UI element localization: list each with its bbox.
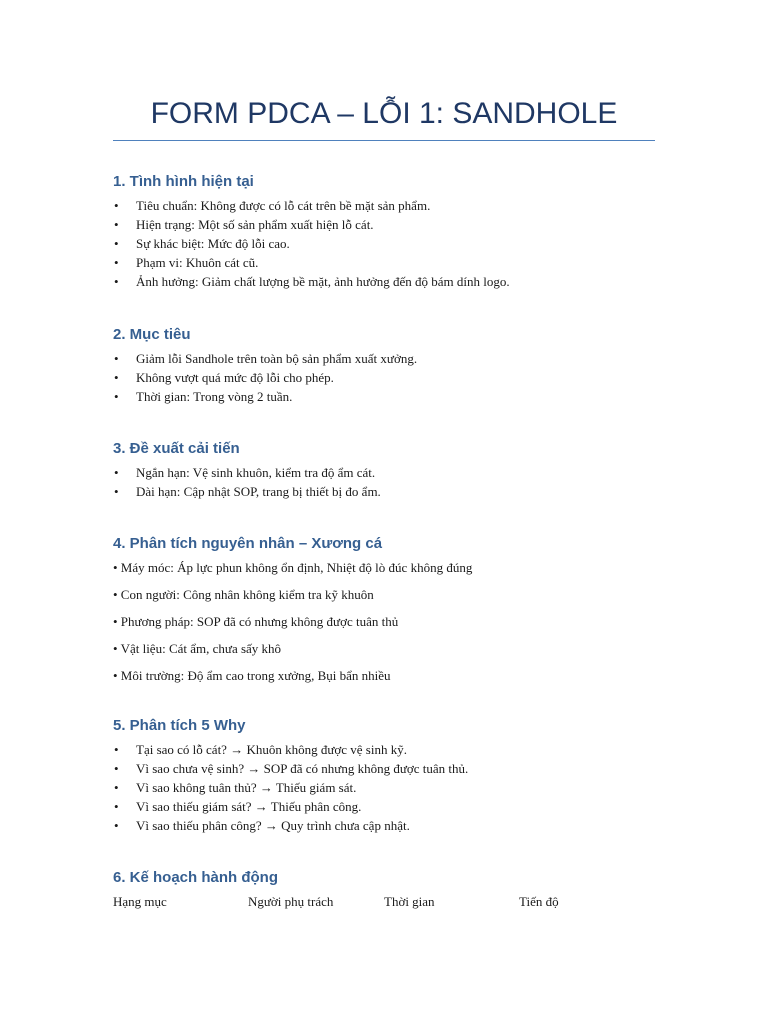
section-action-plan [113,868,673,911]
list-item: • Dài hạn: Cập nhật SOP, trang bị thiết bị đo ẩm. [114,484,381,499]
section-heading: 5. Phân tích 5 Why [113,717,246,734]
section-heading: 2. Mục tiêu [113,326,191,343]
column-header-progress: Tiến độ [519,894,559,909]
cause-item: • Máy móc: Áp lực phun không ổn định, Nhiệt độ lò đúc không đúng [113,560,473,575]
section-heading: 4. Phân tích nguyên nhân – Xương cá [113,535,383,552]
section-objectives [113,325,673,406]
cause-item: • Con người: Công nhân không kiểm tra kỹ khuôn [113,587,374,602]
list-item: • Vì sao không tuân thủ? → Thiếu giám sát. [114,780,357,795]
section-heading: 3. Đề xuất cải tiến [113,440,240,457]
section-current-situation [113,172,673,291]
list-item: • Sự khác biệt: Mức độ lỗi cao. [114,236,290,251]
bullet-list [113,740,673,835]
list-item: • Vì sao chưa vệ sinh? → SOP đã có nhưng không được tuân thủ. [114,761,469,776]
bullet-list [113,196,673,291]
action-plan-table-header [113,892,673,911]
section-improvement-proposals [113,439,673,501]
section-root-cause-fishbone [113,534,673,685]
list-item: • Thời gian: Trong vòng 2 tuần. [114,389,293,404]
cause-item: • Phương pháp: SOP đã có nhưng không được tuân thủ [113,614,399,629]
section-five-why [113,716,673,835]
list-item: • Vì sao thiếu phân công? → Quy trình chưa cập nhật. [114,818,410,833]
column-header-timeline: Thời gian [384,894,435,909]
list-item: • Tại sao có lỗ cát? → Khuôn không được vệ sinh kỹ. [114,742,407,757]
list-item: • Vì sao thiếu giám sát? → Thiếu phân công. [114,799,362,814]
section-heading: 1. Tình hình hiện tại [113,173,254,190]
list-item: • Không vượt quá mức độ lỗi cho phép. [114,370,334,385]
document-title: FORM PDCA – LỖI 1: SANDHOLE [150,97,618,130]
section-heading: 6. Kế hoạch hành động [113,869,279,886]
list-item: • Ngắn hạn: Vệ sinh khuôn, kiểm tra độ ẩm cát. [114,465,376,480]
bullet-list [113,349,673,406]
column-header-owner: Người phụ trách [248,894,334,909]
cause-item: • Vật liệu: Cát ẩm, chưa sấy khô [113,641,282,656]
list-item: • Giảm lỗi Sandhole trên toàn bộ sản phẩm xuất xưởng. [114,351,418,366]
list-item: • Ảnh hưởng: Giảm chất lượng bề mặt, ảnh hưởng đến độ bám dính logo. [114,274,510,289]
list-item: • Phạm vi: Khuôn cát cũ. [114,255,259,270]
title-underline [113,140,655,141]
list-item: • Tiêu chuẩn: Không được có lỗ cát trên bề mặt sản phẩm. [114,198,431,213]
bullet-list [113,463,673,501]
list-item: • Hiện trạng: Một số sản phẩm xuất hiện lỗ cát. [114,217,374,232]
column-header-item: Hạng mục [113,894,167,909]
cause-item: • Môi trường: Độ ẩm cao trong xưởng, Bụi bẩn nhiều [113,668,391,683]
